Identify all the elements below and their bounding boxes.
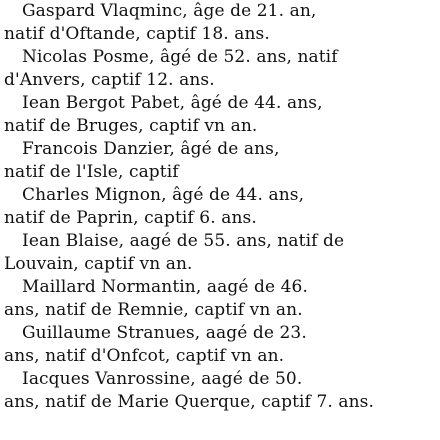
text-line: Gaspard Vlaqminc, âge de 21. an, — [22, 1, 317, 21]
text-line: natif de l'Isle, captif — [4, 162, 179, 182]
text-line: ans, natif d'Onfcot, captif vn an. — [4, 346, 285, 366]
text-line: Maillard Normantin, aagé de 46. — [22, 277, 308, 297]
text-line: natif de Paprin, captif 6. ans. — [4, 208, 257, 228]
captives-list — [4, 0, 436, 414]
text-line: Guillaume Stranues, aagé de 23. — [22, 323, 307, 343]
text-line: d'Anvers, captif 12. ans. — [4, 70, 215, 90]
text-line: natif de Bruges, captif vn an. — [4, 116, 258, 136]
text-line: Iean Bergot Pabet, âgé de 44. ans, — [22, 93, 323, 113]
text-line: Iean Blaise, aagé de 55. ans, natif de — [22, 231, 345, 251]
text-line: ans, natif de Remnie, captif vn an. — [4, 300, 303, 320]
text-line: ans, natif de Marie Querque, captif 7. ans. — [4, 392, 374, 412]
text-line: Francois Danzier, âgé de ans, — [22, 139, 280, 159]
text-line: natif d'Oftande, captif 18. ans. — [4, 24, 270, 44]
text-line: Charles Mignon, âgé de 44. ans, — [22, 185, 305, 205]
text-line: Iacques Vanrossine, aagé de 50. — [22, 369, 303, 389]
text-line: Nicolas Posme, âgé de 52. ans, natif — [22, 47, 338, 67]
text-line: Louvain, captif vn an. — [4, 254, 193, 274]
